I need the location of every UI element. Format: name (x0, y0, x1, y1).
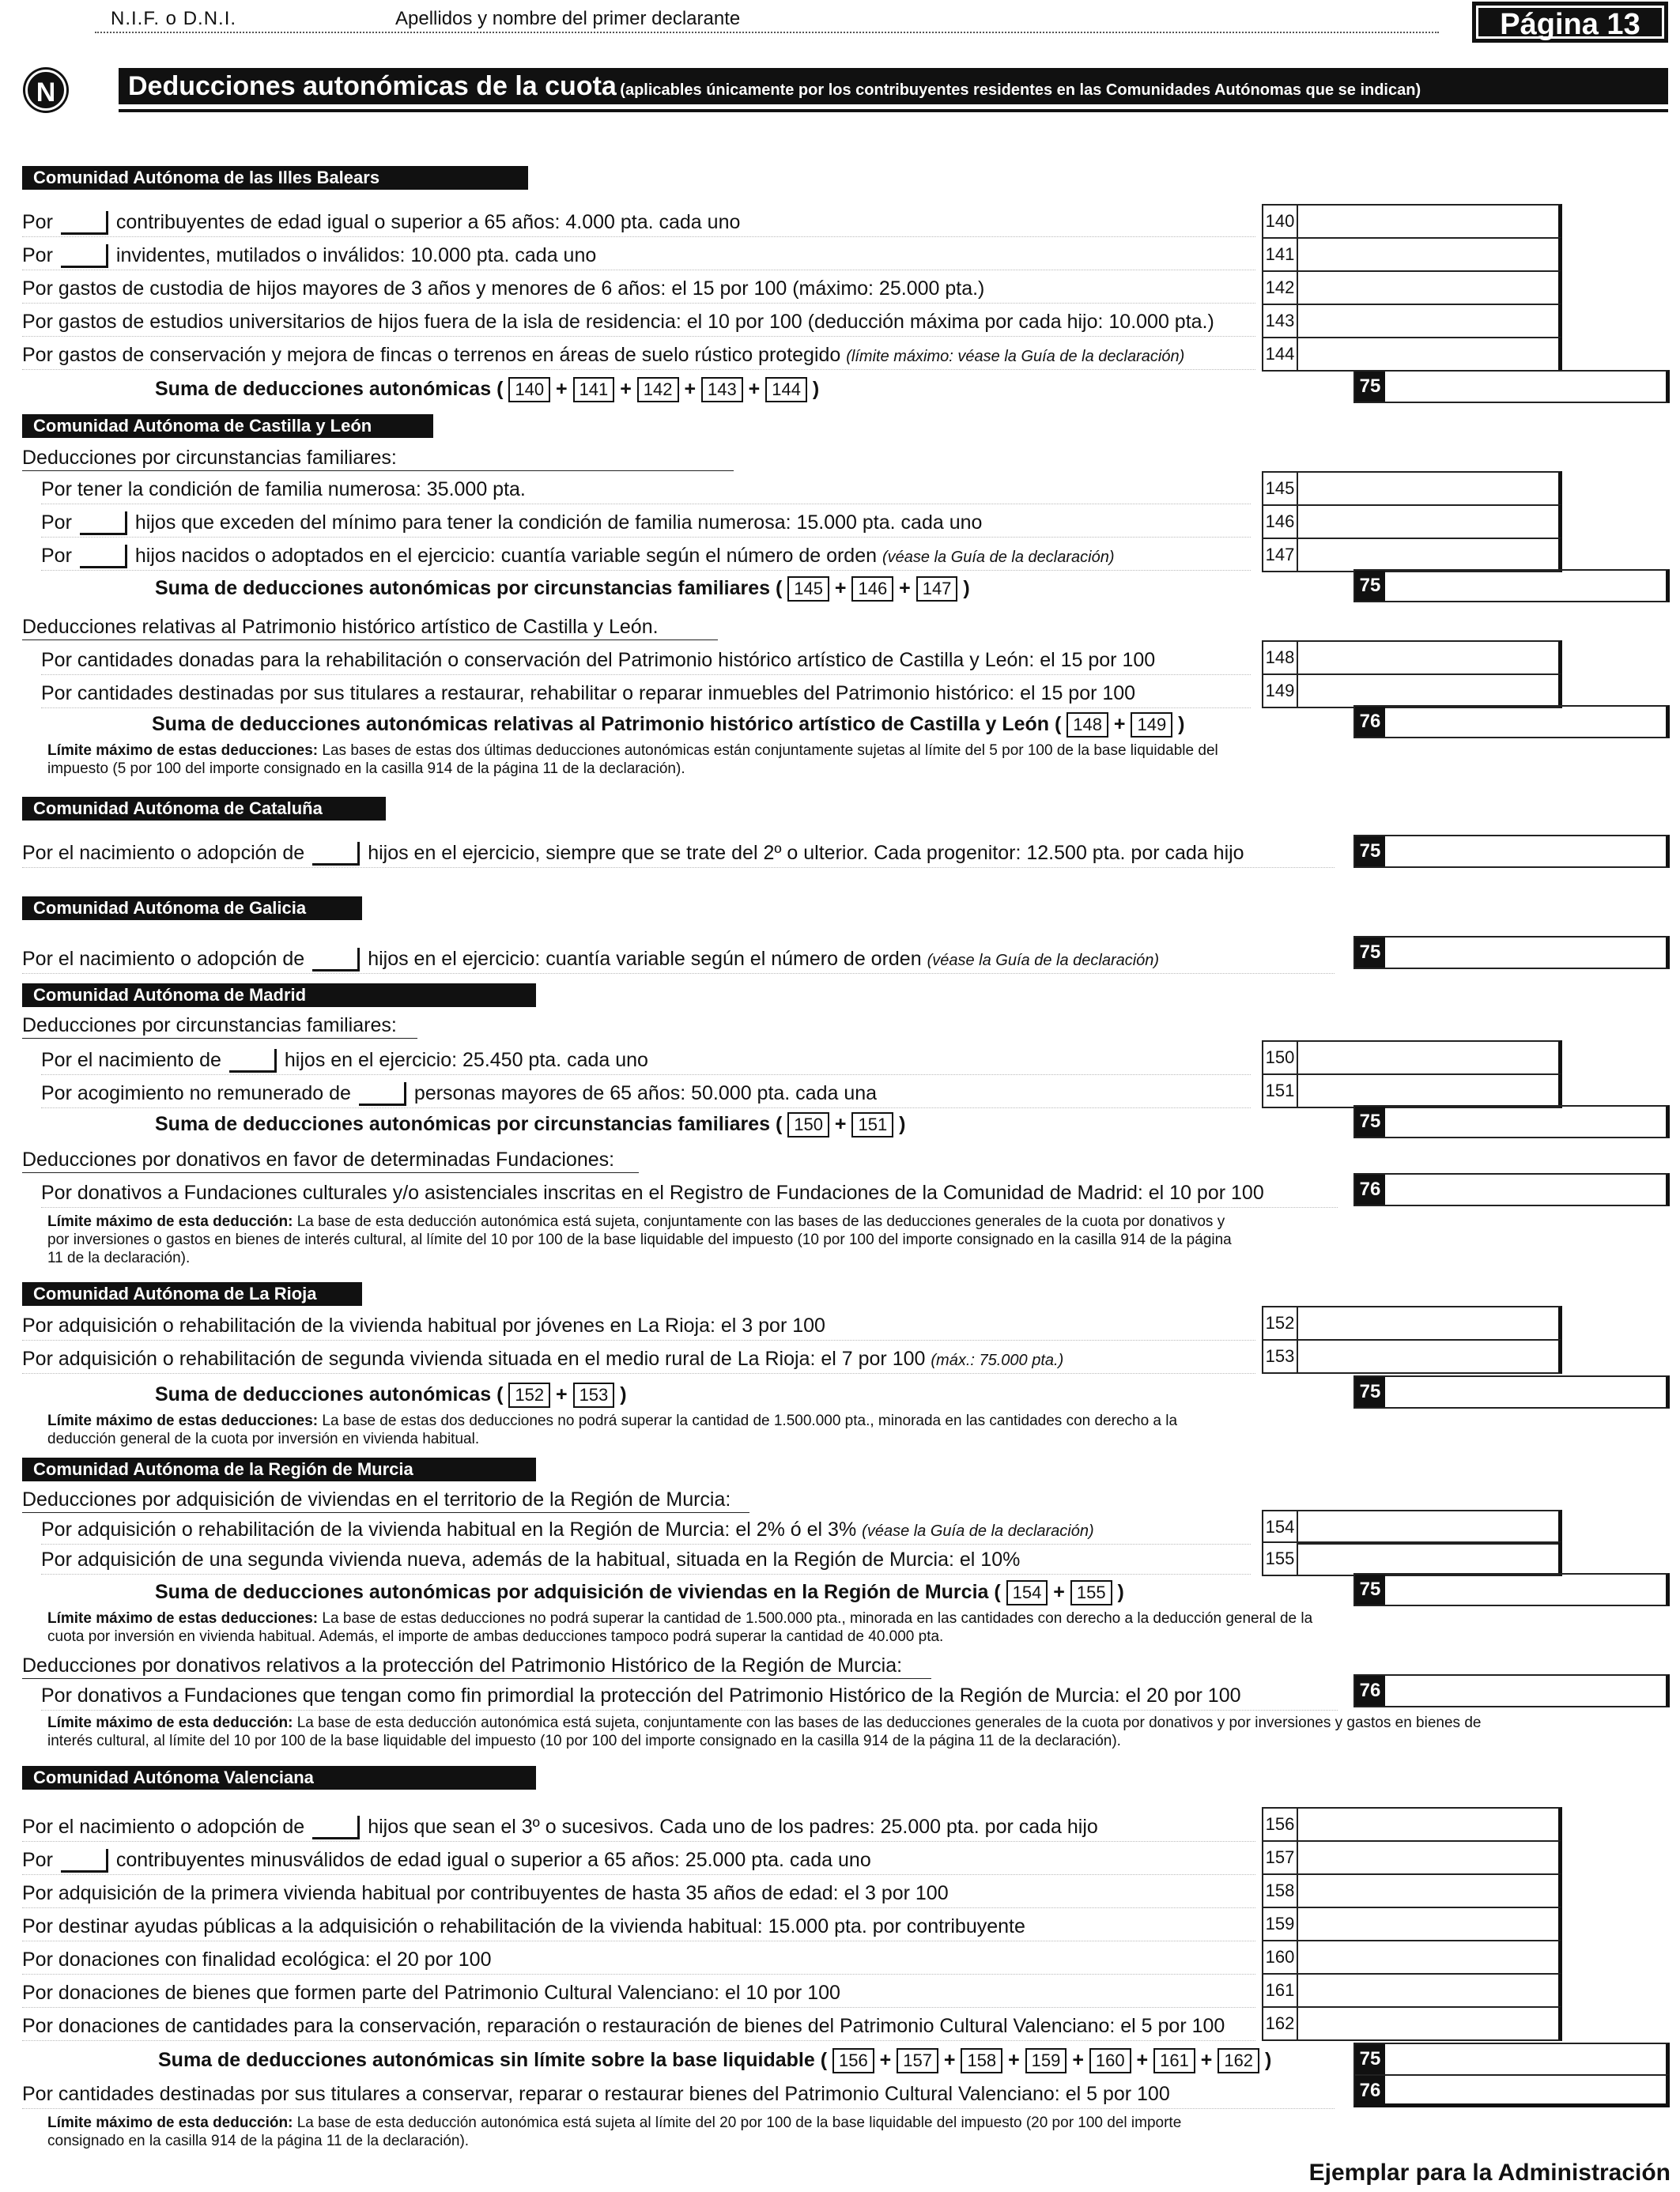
amount-field-157[interactable]: 157 (1262, 1840, 1562, 1875)
limit-note-valenciana: Límite máximo de esta deducción: La base de esta deducción autonómica está sujeta al límite del 20 por 100 de la base liquidable del impuesto (20 por 100 del importe consignado en la casilla 914 de la página 11 de la declaración). (47, 2115, 1182, 2149)
amount-field-145[interactable]: 145 (1262, 471, 1562, 506)
total-field-valenciana[interactable]: 75 (1353, 2043, 1670, 2076)
heading-baleares: Comunidad Autónoma de las Illes Balears (22, 166, 528, 190)
row-159: Por destinar ayudas públicas a la adquisición o rehabilitación de la vivienda habitual: 15.000 pta. por contribuyente (22, 1911, 1255, 1941)
limit-note-murcia-viviendas: Límite máximo de estas deducciones: La base de estas deducciones no podrá superar la cantidad de 1.500.000 pta., minorada en las cantidades con derecho a la deducción general de la cuota por inversión en vivienda habitual. Además, el importe de ambas deducciones tampoco podrá superar la cantidad de 40.000 pta. (47, 1610, 1313, 1645)
title-main: Deducciones autonómicas de la cuota (128, 71, 617, 101)
row-158: Por adquisición de la primera vivienda habitual por contribuyentes de hasta 35 años de edad: el 3 por 100 (22, 1878, 1255, 1908)
row-162: Por donaciones de cantidades para la conservación, reparación o restauración de bienes del Patrimonio Cultural Valenciano: el 5 por 100 (22, 2011, 1255, 2041)
heading-galicia: Comunidad Autónoma de Galicia (22, 896, 362, 920)
amount-field-150[interactable]: 150 (1262, 1040, 1562, 1075)
subheading-madrid-donativos: Deducciones por donativos en favor de determinadas Fundaciones: (22, 1146, 639, 1173)
count-field[interactable] (80, 545, 127, 568)
row-147: Por hijos nacidos o adoptados en el ejercicio: cuantía variable según el número de orden (véase la Guía de la declaración) (41, 541, 1251, 571)
subheading-murcia-donativos: Deducciones por donativos relativos a la protección del Patrimonio Histórico de la Región de Murcia: (22, 1652, 931, 1679)
count-field[interactable] (359, 1082, 406, 1106)
row-152: Por adquisición o rehabilitación de la vivienda habitual por jóvenes en La Rioja: el 3 por 100 (22, 1311, 1255, 1341)
amount-field-156[interactable]: 156 (1262, 1807, 1562, 1842)
sum-baleares: Suma de deducciones autonómicas ( 140 + 141 + 142 + 143 + 144 ) (155, 375, 819, 403)
limit-note-madrid: Límite máximo de esta deducción: La base de esta deducción autonómica está sujeta, conjuntamente con las bases de las deducciones generales de la cuota por donativos y por inversiones o gastos en bienes de interés cultural, al límite del 10 por 100 de la base liquidable del impuesto (10 por 100 del importe consignado en la casilla 914 de la página 11 de la declaración). (47, 1213, 1232, 1266)
row-valenciana-conservacion: Por cantidades destinadas por sus titulares a conservar, reparar o restaurar bienes del Patrimonio Cultural Valenciano: el 5 por 100 (22, 2079, 1335, 2109)
amount-field-155[interactable]: 155 (1262, 1541, 1562, 1576)
amount-field-144[interactable]: 144 (1262, 337, 1562, 372)
total-field-murcia-viviendas[interactable]: 75 (1353, 1573, 1670, 1606)
total-field-murcia-donativos[interactable]: 76 (1353, 1674, 1670, 1707)
limit-note-murcia-donativos: Límite máximo de esta deducción: La base de esta deducción autonómica está sujeta, conjuntamente con las bases de las deducciones generales de la cuota por donativos y por inversiones y gastos en bienes de interés cultural, al límite del 10 por 100 de la base liquidable del impuesto (10 por 100 del importe consignado en la casilla 914 de la página 11 de la declaración). (47, 1715, 1482, 1749)
subheading-madrid-familiares: Deducciones por circunstancias familiares: (22, 1012, 417, 1039)
count-field[interactable] (80, 511, 127, 535)
amount-field-160[interactable]: 160 (1262, 1940, 1562, 1975)
subheading-castilla-familiares: Deducciones por circunstancias familiares: (22, 444, 734, 471)
amount-field-149[interactable]: 149 (1262, 673, 1562, 708)
nif-label: N.I.F. o D.N.I. (111, 8, 237, 29)
section-badge: N (25, 70, 66, 111)
row-murcia-donativos: Por donativos a Fundaciones que tengan como fin primordial la protección del Patrimonio Histórico de la Región de Murcia: el 20 por 100 (41, 1681, 1338, 1711)
row-143: Por gastos de estudios universitarios de hijos fuera de la isla de residencia: el 10 por 100 (deducción máxima por cada hijo: 10.000 pta.) (22, 307, 1255, 337)
heading-rioja: Comunidad Autónoma de La Rioja (22, 1282, 362, 1306)
amount-field-140[interactable]: 140 (1262, 204, 1562, 239)
row-142: Por gastos de custodia de hijos mayores de 3 años y menores de 6 años: el 15 por 100 (máximo: 25.000 pta.) (22, 274, 1255, 304)
row-155: Por adquisición de una segunda vivienda nueva, además de la habitual, situada en la Región de Murcia: el 10% (41, 1545, 1251, 1575)
amount-field-162[interactable]: 162 (1262, 2006, 1562, 2041)
subheading-castilla-patrimonio: Deducciones relativas al Patrimonio histórico artístico de Castilla y León. (22, 613, 718, 640)
page-number: Página 13 (1472, 2, 1668, 43)
header-rule (95, 32, 1439, 33)
row-cataluna: Por el nacimiento o adopción de hijos en el ejercicio, siempre que se trate del 2º o ulterior. Cada progenitor: 12.500 pta. por cada hijo (22, 838, 1335, 868)
count-field[interactable] (312, 1816, 360, 1839)
amount-field-154[interactable]: 154 (1262, 1510, 1562, 1545)
row-161: Por donaciones de bienes que formen parte del Patrimonio Cultural Valenciano: el 10 por 100 (22, 1978, 1255, 2008)
total-field-valenciana-conservacion[interactable]: 76 (1353, 2074, 1670, 2107)
total-field-madrid-familiares[interactable]: 75 (1353, 1105, 1670, 1138)
declarant-name-label: Apellidos y nombre del primer declarante (395, 8, 741, 29)
row-157: Por contribuyentes minusválidos de edad igual o superior a 65 años: 25.000 pta. cada uno (22, 1845, 1255, 1875)
amount-field-143[interactable]: 143 (1262, 304, 1562, 338)
total-field-madrid-donativos[interactable]: 76 (1353, 1173, 1670, 1206)
row-146: Por hijos que exceden del mínimo para tener la condición de familia numerosa: 15.000 pta. cada uno (41, 507, 1251, 538)
row-madrid-donativos: Por donativos a Fundaciones culturales y/o asistenciales inscritas en el Registro de Fundaciones de la Comunidad de Madrid: el 10 por 100 (41, 1178, 1338, 1208)
count-field[interactable] (312, 948, 360, 971)
row-galicia: Por el nacimiento o adopción de hijos en el ejercicio: cuantía variable según el número de orden (véase la Guía de la declaración) (22, 944, 1335, 974)
row-150: Por el nacimiento de hijos en el ejercicio: 25.450 pta. cada uno (41, 1045, 1251, 1075)
sum-madrid-familiares: Suma de deducciones autonómicas por circunstancias familiares ( 150 + 151 ) (155, 1110, 905, 1138)
row-149: Por cantidades destinadas por sus titulares a restaurar, rehabilitar o reparar inmuebles del Patrimonio histórico: el 15 por 100 (41, 678, 1251, 708)
row-145: Por tener la condición de familia numerosa: 35.000 pta. (41, 474, 1251, 504)
total-field-baleares[interactable]: 75 (1353, 370, 1670, 403)
row-140: Por contribuyentes de edad igual o superior a 65 años: 4.000 pta. cada uno (22, 207, 1255, 237)
amount-field-141[interactable]: 141 (1262, 237, 1562, 272)
title-underline (119, 109, 1668, 112)
count-field[interactable] (229, 1049, 277, 1073)
row-156: Por el nacimiento o adopción de hijos que sean el 3º o sucesivos. Cada uno de los padres: 25.000 pta. por cada hijo (22, 1812, 1255, 1842)
amount-field-148[interactable]: 148 (1262, 640, 1562, 675)
heading-madrid: Comunidad Autónoma de Madrid (22, 983, 536, 1007)
limit-note-rioja: Límite máximo de estas deducciones: La base de estas dos deducciones no podrá superar la cantidad de 1.500.000 pta., minorada en las cantidades con derecho a la deducción general de la cuota por inversión en vivienda habitual. (47, 1413, 1178, 1447)
heading-cataluna: Comunidad Autónoma de Cataluña (22, 797, 386, 821)
row-148: Por cantidades donadas para la rehabilitación o conservación del Patrimonio histórico artístico de Castilla y León: el 15 por 100 (41, 645, 1251, 675)
heading-murcia: Comunidad Autónoma de la Región de Murcia (22, 1458, 536, 1481)
amount-field-146[interactable]: 146 (1262, 504, 1562, 539)
amount-field-151[interactable]: 151 (1262, 1073, 1562, 1108)
amount-field-152[interactable]: 152 (1262, 1306, 1562, 1341)
amount-field-159[interactable]: 159 (1262, 1907, 1562, 1941)
copy-label: Ejemplar para la Administración (1308, 2160, 1671, 2186)
count-field[interactable] (61, 211, 108, 235)
limit-note-castilla: Límite máximo de estas deducciones: Las bases de estas dos últimas deducciones autonómicas están conjuntamente sujetas al límite del 5 por 100 de la base liquidable del impuesto (5 por 100 del importe consignado en la casilla 914 de la página 11 de la declaración). (47, 742, 1218, 777)
total-field-castilla-familiares[interactable]: 75 (1353, 569, 1670, 602)
count-field[interactable] (61, 1849, 108, 1873)
heading-castilla-leon: Comunidad Autónoma de Castilla y León (22, 414, 433, 438)
row-144: Por gastos de conservación y mejora de fincas o terrenos en áreas de suelo rústico protegido (límite máximo: véase la Guía de la declaración) (22, 340, 1255, 370)
total-field-rioja[interactable]: 75 (1353, 1375, 1670, 1409)
row-151: Por acogimiento no remunerado de personas mayores de 65 años: 50.000 pta. cada una (41, 1078, 1251, 1108)
amount-field-153[interactable]: 153 (1262, 1339, 1562, 1374)
total-field-castilla-patrimonio[interactable]: 76 (1353, 705, 1670, 738)
total-field-galicia[interactable]: 75 (1353, 936, 1670, 969)
row-160: Por donaciones con finalidad ecológica: el 20 por 100 (22, 1945, 1255, 1975)
page-title (119, 68, 1668, 104)
amount-field-147[interactable]: 147 (1262, 538, 1562, 572)
subheading-murcia-viviendas: Deducciones por adquisición de viviendas en el territorio de la Región de Murcia: (22, 1486, 749, 1513)
sum-castilla-familiares: Suma de deducciones autonómicas por circunstancias familiares ( 145 + 146 + 147 ) (155, 574, 970, 602)
sum-murcia-viviendas: Suma de deducciones autonómicas por adquisición de viviendas en la Región de Murcia ( 154 + 155 ) (155, 1578, 1124, 1606)
count-field[interactable] (312, 842, 360, 866)
heading-valenciana: Comunidad Autónoma Valenciana (22, 1766, 536, 1790)
title-sub: (aplicables únicamente por los contribuyentes residentes en las Comunidades Autónomas que se indican) (620, 81, 1421, 99)
sum-valenciana: Suma de deducciones autonómicas sin límite sobre la base liquidable ( 156 + 157 + 158 + 159 + 160 + 161 + 162 ) (158, 2046, 1271, 2074)
total-field-cataluna[interactable]: 75 (1353, 835, 1670, 868)
sum-castilla-patrimonio: Suma de deducciones autonómicas relativas al Patrimonio histórico artístico de Castilla y León ( 148 + 149 ) (152, 710, 1184, 738)
amount-field-158[interactable]: 158 (1262, 1873, 1562, 1908)
amount-field-161[interactable]: 161 (1262, 1973, 1562, 2008)
row-153: Por adquisición o rehabilitación de segunda vivienda situada en el medio rural de La Rioja: el 7 por 100 (máx.: 75.000 pta.) (22, 1344, 1255, 1374)
sum-rioja: Suma de deducciones autonómicas ( 152 + 153 ) (155, 1380, 627, 1409)
amount-field-142[interactable]: 142 (1262, 270, 1562, 305)
count-field[interactable] (61, 244, 108, 268)
row-154: Por adquisición o rehabilitación de la vivienda habitual en la Región de Murcia: el 2% ó el 3% (véase la Guía de la declaración) (41, 1515, 1251, 1545)
row-141: Por invidentes, mutilados o inválidos: 10.000 pta. cada uno (22, 240, 1255, 270)
